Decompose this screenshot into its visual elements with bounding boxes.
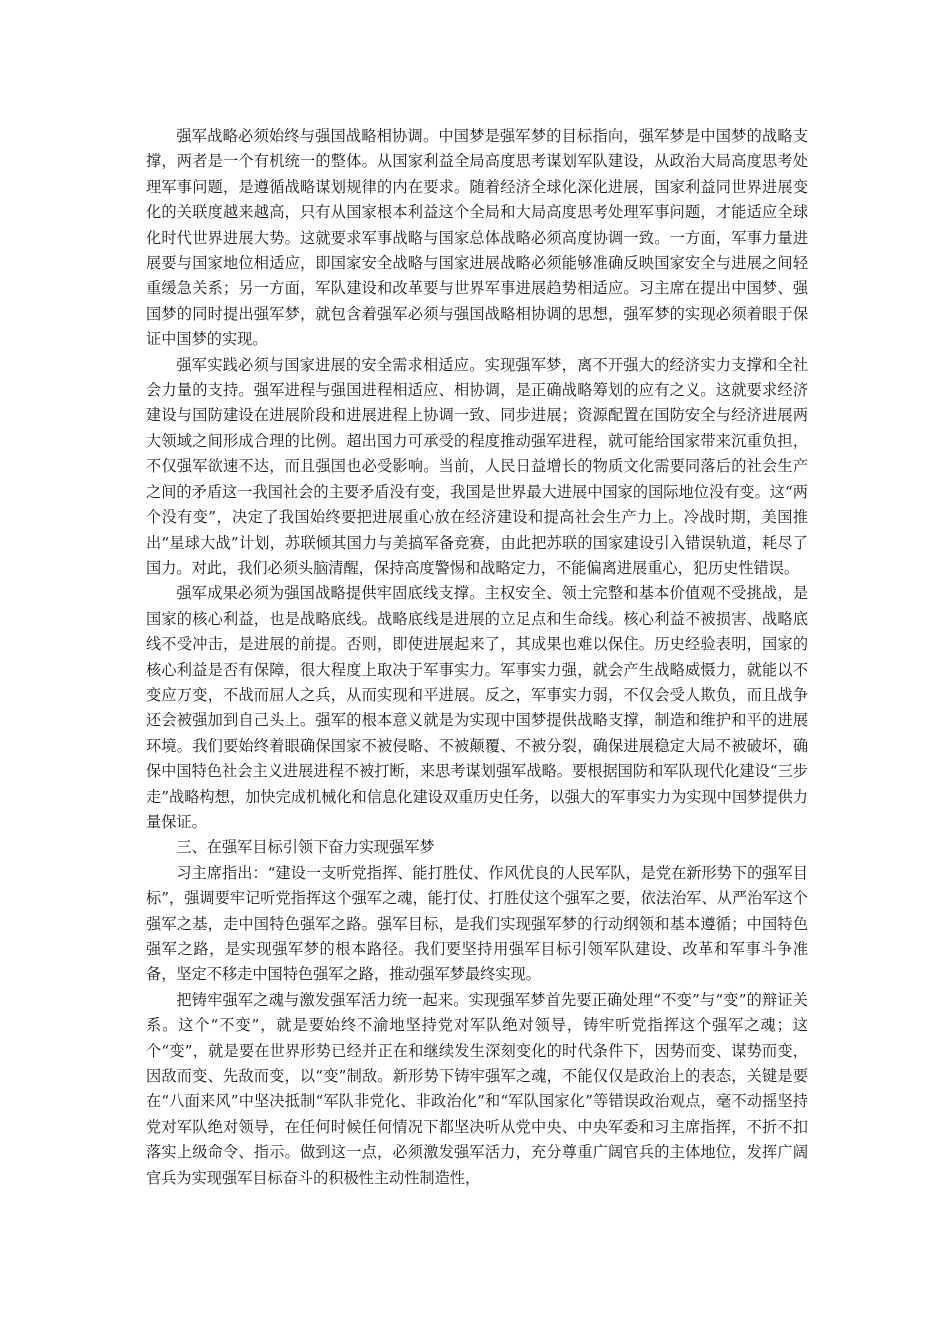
document-body (146, 124, 808, 1191)
paragraph-bottom-line-support: 强军成果必须为强国战略提供牢固底线支撑。主权安全、领土完整和基本价值观不受挑战，是国家的核心利益，也是战略底线。战略底线是进展的立足点和生命线。核心利益不被损害、战略底线不受冲击，是进展的前提。否则，即使进展起来了，其成果也难以保住。历史经验表明，国家的核心利益是否有保障，很大程度上取决于军事实力。军事实力强，就会产生战略威慑力，就能以不变应万变，不战而屈人之兵，从而实现和平进展。反之，军事实力弱，不仅会受人欺负，而且战争还会被强加到自己头上。强军的根本意义就是为实现中国梦提供战略支撑，制造和维护和平的进展环境。我们要始终着眼确保国家不被侵略、不被颠覆、不被分裂，确保进展稳定大局不被破坏，确保中国特色社会主义进展进程不被打断，来思考谋划强军战略。要根据国防和军队现代化建设“三步走”战略构想，加快完成机械化和信息化建设双重历史任务，以强大的军事实力为实现中国梦提供力量保证。 (146, 584, 808, 831)
section-heading: 三、在强军目标引领下奋力实现强军梦 (176, 838, 435, 857)
paragraph-strong-army-goal: 习主席指出：“建设一支听党指挥、能打胜仗、作风优良的人民军队，是党在新形势下的强军目标”，强调要牢记听党指挥这个强军之魂，能打仗、打胜仗这个强军之要，依法治军、从严治军这个强军之基，走中国特色强军之路。强军目标，是我们实现强军梦的行动纲领和基本遵循；中国特色强军之路，是实现强军梦的根本路径。我们要坚持用强军目标引领军队建设、改革和军事斗争准备，坚定不移走中国特色强军之路，推动强军梦最终实现。 (146, 863, 808, 984)
paragraph-soul-and-vitality: 把铸牢强军之魂与激发强军活力统一起来。实现强军梦首先要正确处理“不变”与“变”的辩证关系。这个“不变”，就是要始终不渝地坚持党对军队绝对领导，铸牢听党指挥这个强军之魂；这个“变”，就是要在世界形势已经并正在和继续发生深刻变化的时代条件下，因势而变、谋势而变，因敌而变、先敌而变，以“变”制敌。新形势下铸牢强军之魂，不能仅仅是政治上的表态，关键是要在“八面来风”中坚决抵制“军队非党化、非政治化”和“军队国家化”等错误政治观点，毫不动摇坚持党对军队绝对领导，在任何时候任何情况下都坚决听从党中央、中央军委和习主席指挥，不折不扣落实上级命令、指示。做到这一点，必须激发强军活力，充分尊重广阔官兵的主体地位，发挥广阔官兵为实现强军目标奋斗的积极性主动性制造性， (146, 990, 808, 1187)
paragraph-strategy-coordination: 强军战略必须始终与强国战略相协调。中国梦是强军梦的目标指向，强军梦是中国梦的战略支撑，两者是一个有机统一的整体。从国家利益全局高度思考谋划军队建设，从政治大局高度思考处理军事问题，是遵循战略谋划规律的内在要求。随着经济全球化深化进展，国家利益同世界进展变化的关联度越来越高，只有从国家根本利益这个全局和大局高度思考处理军事问题，才能适应全球化时代世界进展大势。这就要求军事战略与国家总体战略必须高度协调一致。一方面，军事力量进展要与国家地位相适应，即国家安全战略与国家进展战略必须能够准确反映国家安全与进展之间轻重缓急关系；另一方面，军队建设和改革要与世界军事进展趋势相适应。习主席在提出中国梦、强国梦的同时提出强军梦，就包含着强军必须与强国战略相协调的思想，强军梦的实现必须着眼于保证中国梦的实现。 (146, 127, 808, 349)
paragraph-security-needs: 强军实践必须与国家进展的安全需求相适应。实现强军梦，离不开强大的经济实力支撑和全社会力量的支持。强军进程与强国进程相适应、相协调，是正确战略筹划的应有之义。这就要求经济建设与国防建设在进展阶段和进展进程上协调一致、同步进展；资源配置在国防安全与经济进展两大领域之间形成合理的比例。超出国力可承受的程度推动强军进程，就可能给国家带来沉重负担，不仅强军欲速不达，而且强国也必受影响。当前，人民日益增长的物质文化需要同落后的社会生产之间的矛盾这一我国社会的主要矛盾没有变，我国是世界最大进展中国家的国际地位没有变。这“两个没有变”，决定了我国始终要把进展重心放在经济建设和提高社会生产力上。冷战时期，美国推出“星球大战”计划，苏联倾其国力与美搞军备竞赛，由此把苏联的国家建设引入错误轨道，耗尽了国力。对此，我们必须头脑清醒，保持高度警惕和战略定力，不能偏离进展重心，犯历史性错误。 (146, 355, 808, 577)
